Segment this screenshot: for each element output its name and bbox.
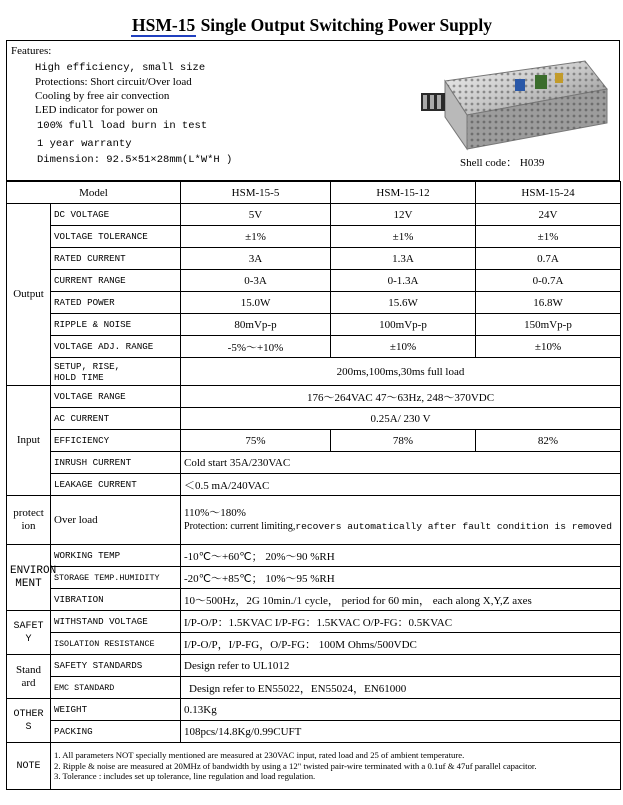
cell: ±1%	[331, 226, 476, 248]
note-item: 1. All parameters NOT specially mentioned are measured at 230VAC input, rated load and 25 of ambient temperature.	[54, 750, 465, 761]
cell: 16.8W	[476, 292, 621, 314]
spec-table	[6, 181, 621, 790]
cell: ±10%	[476, 336, 621, 358]
cell: 15.6W	[331, 292, 476, 314]
cell: 200ms,100ms,30ms full load	[181, 358, 621, 386]
row-label: RATED POWER	[51, 292, 181, 314]
cell: Design refer to UL1012	[181, 655, 621, 677]
cell: 0.13Kg	[181, 699, 621, 721]
row-label: EMC STANDARD	[51, 677, 181, 699]
title-model: HSM-15	[132, 15, 196, 35]
group-input: Input	[7, 386, 51, 496]
cell: 75%	[181, 430, 331, 452]
feature-item: Protections: Short circuit/Over load	[35, 76, 192, 88]
row-label: RIPPLE & NOISE	[51, 314, 181, 336]
row-label: DC VOLTAGE	[51, 204, 181, 226]
desc-part: recovers automatically after fault condition is removed	[295, 521, 613, 532]
power-supply-photo	[415, 53, 611, 155]
table-row	[7, 292, 621, 314]
cell: 0-0.7A	[476, 270, 621, 292]
model-col: HSM-15-12	[331, 182, 476, 204]
shell-code: Shell code： H039	[460, 157, 545, 169]
feature-item: 100% full load burn in test	[37, 120, 208, 132]
feature-item: High efficiency, small size	[35, 62, 206, 74]
row-label: PACKING	[51, 721, 181, 743]
row-label: WORKING TEMP	[51, 545, 181, 567]
cell: 1.3A	[331, 248, 476, 270]
table-row	[7, 474, 621, 496]
table-row	[7, 545, 621, 567]
cell: 0.7A	[476, 248, 621, 270]
group-note: NOTE	[7, 743, 51, 790]
row-label: WITHSTAND VOLTAGE	[51, 611, 181, 633]
row-label	[51, 358, 181, 386]
label-line: SETUP, RISE,	[54, 360, 121, 372]
document-title	[0, 15, 623, 36]
protection-desc	[184, 520, 617, 534]
row-label: VOLTAGE ADJ. RANGE	[51, 336, 181, 358]
cell: ±10%	[331, 336, 476, 358]
group-safety: SAFET Y	[7, 611, 51, 655]
cell: 78%	[331, 430, 476, 452]
model-header: Model	[7, 182, 181, 204]
row-label: AC CURRENT	[51, 408, 181, 430]
group-others: OTHER S	[7, 699, 51, 743]
cell: 0-1.3A	[331, 270, 476, 292]
model-col: HSM-15-5	[181, 182, 331, 204]
row-label: ISOLATION RESISTANCE	[51, 633, 181, 655]
table-row	[7, 655, 621, 677]
table-row	[7, 430, 621, 452]
feature-item: Cooling by free air convection	[35, 90, 170, 102]
desc-part: Protection: current limiting,	[184, 521, 296, 532]
cell: 150mVp-p	[476, 314, 621, 336]
model-col: HSM-15-24	[476, 182, 621, 204]
title-rest: Single Output Switching Power Supply	[196, 15, 492, 35]
cell: 10～500Hz，2G 10min./1 cycle， period for 60 min， each along X,Y,Z axes	[181, 589, 621, 611]
cell: 24V	[476, 204, 621, 226]
table-row	[7, 386, 621, 408]
row-label: SAFETY STANDARDS	[51, 655, 181, 677]
notes-cell	[51, 743, 621, 790]
table-row	[7, 496, 621, 545]
row-label: VIBRATION	[51, 589, 181, 611]
cell: ＜0.5 mA/240VAC	[181, 474, 621, 496]
cell: 5V	[181, 204, 331, 226]
label-line: HOLD TIME	[54, 371, 104, 383]
cell: ±1%	[476, 226, 621, 248]
feature-item: 1 year warranty	[37, 138, 132, 150]
table-row	[7, 743, 621, 790]
row-label: INRUSH CURRENT	[51, 452, 181, 474]
cell: ±1%	[181, 226, 331, 248]
table-row	[7, 270, 621, 292]
cell: -20℃～+85℃； 10%～95 %RH	[181, 567, 621, 589]
cell: 176～264VAC 47～63Hz, 248～370VDC	[181, 386, 621, 408]
note-item: 3. Tolerance : includes set up tolerance, line regulation and load regulation.	[54, 771, 316, 782]
cell: Cold start 35A/230VAC	[181, 452, 621, 474]
cell	[181, 496, 621, 545]
cell: I/P-O/P，I/P-FG，O/P-FG： 100M Ohms/500VDC	[181, 633, 621, 655]
row-label: Over load	[51, 496, 181, 545]
cell: 0-3A	[181, 270, 331, 292]
row-label: LEAKAGE CURRENT	[51, 474, 181, 496]
row-label: CURRENT RANGE	[51, 270, 181, 292]
table-row	[7, 314, 621, 336]
table-row	[7, 677, 621, 699]
features-box	[6, 40, 620, 181]
cell: 12V	[331, 204, 476, 226]
table-row	[7, 699, 621, 721]
group-protection: protect ion	[7, 496, 51, 545]
cell: 15.0W	[181, 292, 331, 314]
cell: 100mVp-p	[331, 314, 476, 336]
group-standard: Stand ard	[7, 655, 51, 699]
cell: -5%～+10%	[181, 336, 331, 358]
cell: I/P-O/P：1.5KVAC I/P-FG：1.5KVAC O/P-FG：0.5KVAC	[181, 611, 621, 633]
table-row	[7, 567, 621, 589]
table-row	[7, 408, 621, 430]
table-row	[7, 633, 621, 655]
table-row	[7, 611, 621, 633]
cell: 82%	[476, 430, 621, 452]
protection-range: 110%～180%	[184, 507, 246, 519]
features-heading: Features:	[11, 45, 52, 57]
feature-item: Dimension: 92.5×51×28mm(L*W*H )	[37, 154, 233, 166]
cell: Design refer to EN55022，EN55024，EN61000	[181, 677, 621, 699]
row-label: WEIGHT	[51, 699, 181, 721]
note-item: 2. Ripple & noise are measured at 20MHz of bandwidth by using a 12" twisted pair-wire terminated with a 0.1uf & 47uf parallel capacitor.	[54, 760, 537, 771]
table-row	[7, 358, 621, 386]
header-row	[7, 182, 621, 204]
table-row	[7, 589, 621, 611]
table-row	[7, 336, 621, 358]
group-output: Output	[7, 204, 51, 386]
table-row	[7, 204, 621, 226]
row-label: EFFICIENCY	[51, 430, 181, 452]
table-row	[7, 452, 621, 474]
row-label: VOLTAGE RANGE	[51, 386, 181, 408]
row-label: VOLTAGE TOLERANCE	[51, 226, 181, 248]
cell: 0.25A/ 230 V	[181, 408, 621, 430]
cell: -10℃～+60℃； 20%～90 %RH	[181, 545, 621, 567]
row-label: STORAGE TEMP.HUMIDITY	[51, 567, 181, 589]
table-row	[7, 721, 621, 743]
cell: 80mVp-p	[181, 314, 331, 336]
group-environment: ENVIRON MENT	[7, 545, 51, 611]
cell: 108pcs/14.8Kg/0.99CUFT	[181, 721, 621, 743]
table-row	[7, 248, 621, 270]
feature-item: LED indicator for power on	[35, 104, 158, 116]
row-label: RATED CURRENT	[51, 248, 181, 270]
cell: 3A	[181, 248, 331, 270]
table-row	[7, 226, 621, 248]
